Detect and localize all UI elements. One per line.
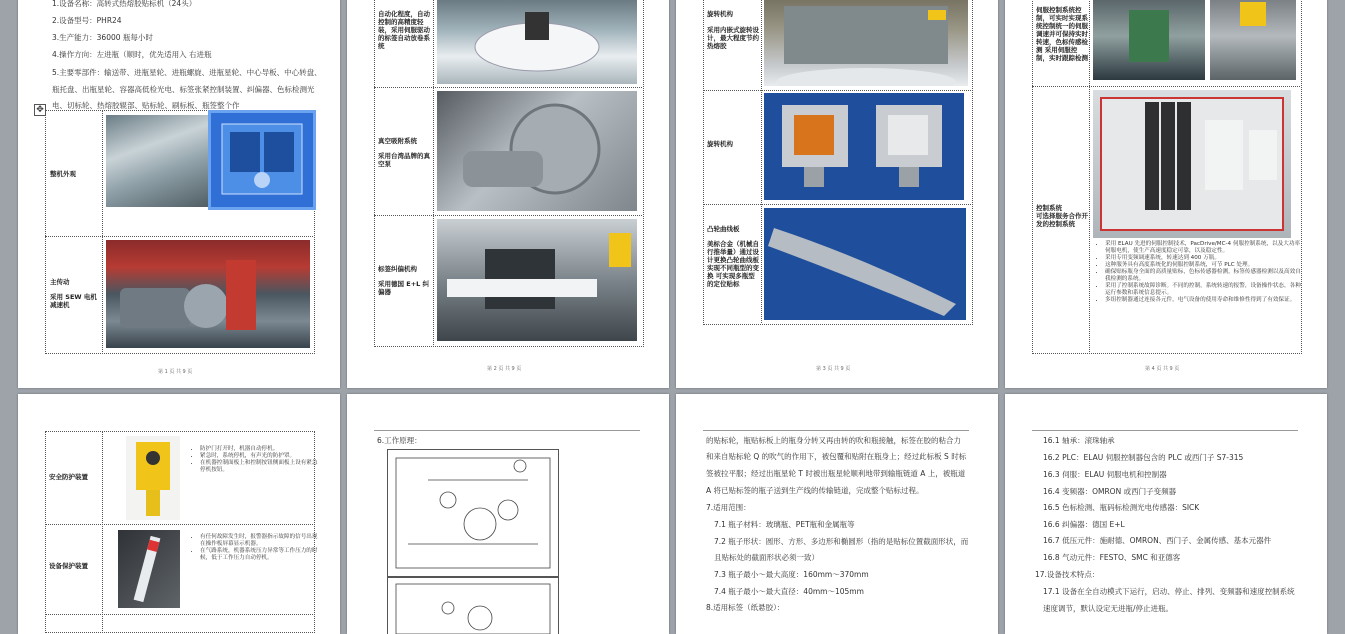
cam-plate-render [764, 208, 966, 320]
row-label-web-guide: 标签纠偏机构 [378, 265, 417, 273]
row-desc-vacuum: 采用台湾品牌的真空泵 [378, 152, 430, 168]
row-desc-cam: 美标合金（机械自行推举量）通过设计更换凸轮曲线板实现不同瓶型的变换 可实现多瓶型的定位贴标 [707, 240, 759, 288]
page-footer: 第 2 页 共 9 页 [487, 366, 522, 372]
safety-switch-photo [126, 436, 180, 520]
spec-line-5: 5.主要零部件：输送带、进瓶星轮、进瓶螺旋、进瓶星轮、中心导板、中心转盘、 [52, 68, 322, 77]
page-7 [676, 394, 998, 634]
protection-bullets: • 有任何故障发生时，报警器指示故障的信号出现在操作板屏幕显示机器。 • 在气路系统，机器系统压力异常等工作压力的时候，低于工作压力自动停机。 [190, 534, 320, 562]
component-line-8: 16.8 气动元件：FESTO、SMC 和亚德客 [1043, 553, 1181, 562]
page-1 [18, 0, 340, 388]
page-footer: 第 3 页 共 9 页 [816, 366, 851, 372]
row-label-cam: 凸轮曲线板 [707, 225, 740, 233]
principle-diagram-1 [387, 449, 559, 577]
vacuum-pump-photo [437, 91, 637, 211]
body-line-4: A 将已贴标签的瓶子送到生产线的传输链道，完成整个贴标过程。 [706, 486, 924, 495]
page-4 [1005, 0, 1327, 388]
component-line-3: 16.3 伺服：ELAU 伺服电机和控制器 [1043, 470, 1167, 479]
feature-line-1: 17.1 设备在全自动模式下运行，启动、停止、排列、变频器和速度控制系统 [1043, 587, 1295, 596]
row-desc-drive: 采用 SEW 电机减速机 [50, 293, 97, 309]
row-label-automation: 自动化程度，自动控制的高精度轻装，采用伺服驱动的标签自动放卷系统 [378, 10, 430, 50]
table-move-handle-icon[interactable]: ✥ [34, 104, 46, 116]
scope-line-3: 且贴标处的截面形状必须一致） [714, 553, 819, 562]
signal-tower-photo [118, 530, 180, 608]
body-line-2: 和来自贴标轮 Q 的吹气的作用下，被包覆和贴附在瓶身上；经过此标板 S 时标 [706, 452, 967, 461]
page-6 [347, 394, 669, 634]
scope-line-1: 7.1 瓶子材料：玻璃瓶、PET瓶和金属瓶等 [714, 520, 855, 529]
spec-line-6: 瓶托盘、出瓶星轮、容器高低检光电、标签张紧控制装置、纠偏器、色标检测光 [52, 85, 315, 94]
scope-line-2: 7.2 瓶子形状：圆形、方形、多边形和椭圆形（指的是贴标位置截面形状，而 [714, 537, 969, 546]
section-heading-principle: 6.工作原理： [377, 436, 422, 445]
row-desc-rotation: 采用内嵌式旋转设计，最大程度节约热熔胶 [707, 26, 759, 50]
rotation-render [764, 93, 964, 200]
section-heading-scope: 7.适用范围： [706, 503, 751, 512]
component-line-5: 16.5 色标检测、瓶码标检测光电传感器：SICK [1043, 503, 1200, 512]
servo-photo-2 [1210, 0, 1296, 80]
row-label-safety: 安全防护装置 [49, 473, 88, 481]
page-8 [1005, 394, 1327, 634]
spec-line-4: 4.操作方向：左进瓶（顺时，优先适用入 右进瓶 [52, 50, 212, 59]
row-label-rotation: 旋转机构 [707, 10, 733, 18]
row-label-vacuum: 真空吸附系统 [378, 137, 417, 145]
row-label-drive: 主传动 [50, 278, 70, 286]
row-desc-web-guide: 采用德国 E+L 纠偏器 [378, 280, 430, 296]
feature-line-2: 速度调节，默认设定无进瓶/停止进瓶。 [1043, 604, 1174, 613]
page-footer: 第 1 页 共 9 页 [158, 369, 193, 375]
label-roll-photo [437, 0, 637, 84]
safety-bullets: • 防护门打开时，机器自动停机。 • 紧急时，系统停机，有声光的防护罩。 • 在机器控制面板上和控制按钮侧面板上设有紧急停机按钮。 [190, 446, 320, 474]
section-heading-labels: 8.适用标签（纸悬胶）： [706, 603, 785, 612]
principle-diagram-2 [387, 577, 559, 634]
spec-line-1: 1.设备名称：高转式热熔胶贴标机（24头） [52, 0, 197, 8]
servo-photo-1 [1093, 0, 1205, 80]
motor-photo [106, 240, 310, 348]
page-3 [676, 0, 998, 388]
control-bullets: • 采用 ELAU 先进的伺服控制技术，PacDrive/MC-4 伺服控制系统，以及大功率伺服电机，使生产高速度稳定可靠，以及稳定性。 • 采用专用变频调速系统，转速达到 400 万瓶。 • 这种服务具有高度系统化的伺服控制系统，可节 PLC 处理。 • 确保贴标瓶身全面的高质量贴标，色标传感器检测，标签传感器检测以及高效自我检测的系统。 • 采用了控制系统故障诊断。不同的控制，系统转速的报警，设备操作状态，各种运行参数和系统信息提示。 • 多组控制器通过连接各元件，电气设备的使用寿命和维修性得到了有效保证。 [1095, 241, 1305, 304]
machine-render-selected[interactable] [208, 110, 316, 210]
body-line-1: 的贴标轮，瓶贴标板上的瓶身分转又再由转的吹和瓶接触，标签在胶的粘合力 [706, 436, 961, 445]
scope-line-4: 7.3 瓶子最小～最大高度：160mm～370mm [714, 570, 869, 579]
section-heading-features: 17.设备技术特点： [1035, 570, 1100, 579]
spec-line-3: 3.生产能力：36000 瓶每小时 [52, 33, 153, 42]
component-line-6: 16.6 纠偏器：德国 E+L [1043, 520, 1125, 529]
page-5 [18, 394, 340, 634]
row-label-servo: 伺服控制系统控制，可实时实现系统控制统一的伺服调速并可保持实时转速，色标传感检测 采用伺服控制，实时跟踪检测 [1036, 6, 1088, 62]
component-line-4: 16.4 变频器：OMRON 或西门子变频器 [1043, 487, 1177, 496]
page-2 [347, 0, 669, 388]
component-line-1: 16.1 轴承：滚珠轴承 [1043, 436, 1115, 445]
rotation-photo [764, 0, 968, 86]
row-label-protection: 设备保护装置 [49, 562, 88, 570]
spec-line-7: 电、切标轮、热熔胶辊部、贴标轮、刷标板、瓶签整个作 [52, 101, 240, 110]
component-line-7: 16.7 低压元件：施耐德、OMRON、西门子、金属传感、基本元器件 [1043, 536, 1272, 545]
web-guide-photo [437, 219, 637, 341]
scope-line-5: 7.4 瓶子最小～最大直径：40mm～105mm [714, 587, 864, 596]
row-label-rotation-2: 旋转机构 [707, 140, 733, 148]
spec-line-2: 2.设备型号：PHR24 [52, 16, 122, 25]
row-label-control: 控制系统 [1036, 204, 1062, 212]
row-desc-control: 可选择服务合作开发的控制系统 [1036, 212, 1088, 228]
page-footer: 第 4 页 共 9 页 [1145, 366, 1180, 372]
row-label-appearance: 整机外观 [50, 170, 76, 178]
machine-photo-1 [106, 115, 216, 207]
component-line-2: 16.2 PLC：ELAU 伺服控制器包含的 PLC 或西门子 S7-315 [1043, 453, 1244, 462]
control-cabinet-photo [1093, 90, 1291, 238]
body-line-3: 签被拉平服；经过出瓶星轮 T 时被出瓶星轮顺利地带到输瓶链道 A 上，被瓶道 [706, 469, 966, 478]
